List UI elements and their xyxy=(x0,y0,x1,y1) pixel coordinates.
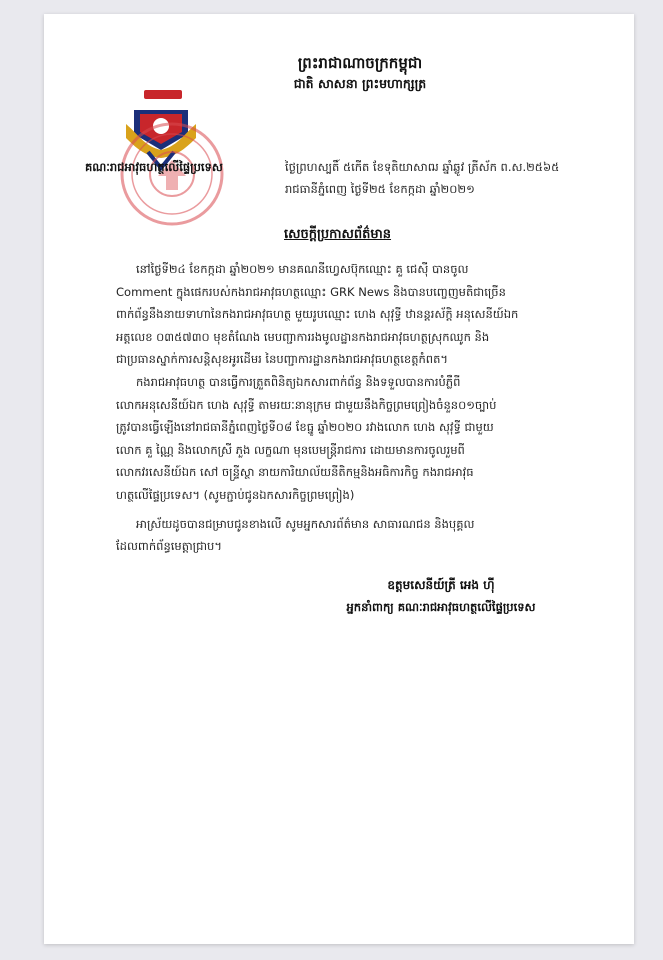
signatory-role: អ្នកនាំពាក្យ គណៈរាជអាវុធហត្ថលើផ្ទៃប្រទេស xyxy=(346,600,536,614)
body-line: Comment ក្នុងផេករបស់កងរាជអាវុធហត្ថឈ្មោះ GRK News និងបានបញ្ចេញមតិជាច្រើន xyxy=(116,284,506,299)
letterhead xyxy=(250,52,470,94)
body-line: ត្រូវបានធ្វើឡើងនៅរាជធានីភ្នំពេញថ្ងៃទី០៨ ខែធ្នូ ឆ្នាំ២០២០ រវាងលោក ហេង សុវុទ្ធី ជាមួយ xyxy=(116,420,494,435)
signatory-name: ឧត្តមសេនីយ៍ត្រី អេង ហ៊ី xyxy=(387,578,495,592)
body-line: លោកវរសេនីយ៍ឯក សៅ ចន្ទ្រីស្ថា នាយការិយាល័យនីតិកម្មនិងអធិការកិច្ច កងរាជអាវុធ xyxy=(116,465,474,480)
document-title: សេចក្តីប្រកាសព័ត៌មាន xyxy=(284,227,392,242)
solar-date-line: រាជធានីភ្នំពេញ ថ្ងៃទី២៥ ខែកក្កដា ឆ្នាំ២០២១ xyxy=(285,182,475,196)
body-line: អត្តលេខ ០៣៥៧៣០ មុខតំណែង មេបញ្ជាការរងមូលដ្ឋានកងរាជអាវុធហត្ថស្រុកឈូក និង xyxy=(116,329,490,344)
kingdom-title: ព្រះរាជាណាចក្រកម្ពុជា xyxy=(297,54,423,72)
body-line: នៅថ្ងៃទី២៤ ខែកក្កដា ឆ្នាំ២០២១ មានគណនីហ្វេសប៊ុកឈ្មោះ គួ ជេស៊ី បានចូល xyxy=(136,262,469,276)
issuing-authority: គណៈរាជអាវុធហត្ថលើផ្ទៃប្រទេស xyxy=(85,160,223,174)
body-line: ហត្ថលើផ្ទៃប្រទេស។ (សូមភ្ជាប់ជូនឯកសារកិច្ចព្រមព្រៀង) xyxy=(116,487,355,502)
lunar-date-line: ថ្ងៃព្រហស្បតិ៍ ៥កើត ខែទុតិយាសាឍ ឆ្នាំឆ្លូវ ត្រីស័ក ព.ស.២៥៦៥ xyxy=(285,160,560,174)
body-line: លោកអនុសេនីយ៍ឯក ហេង សុវុទ្ធី តាមរយៈនានុក្រម ជាមួយនឹងកិច្ចព្រមព្រៀងចំនួន០១ច្បាប់ xyxy=(116,397,497,412)
body-line: លោក គួ ណ្ណៃ និងលោកស្រី ភួង លក្ខណា មុនបេមន្ត្រីរាជការ ដោយមានការចូលរួមពី xyxy=(116,442,465,457)
body-line: ជាប្រធានស្នាក់ការសន្តិសុខអូរដើមរ នៃបញ្ជាការដ្ឋានកងរាជអាវុធហត្ថខេត្តកំពត។ xyxy=(116,352,448,367)
document-body xyxy=(116,258,602,558)
body-line: ដែលពាក់ព័ន្ធមេត្តាជ្រាប។ xyxy=(116,539,222,554)
document-date xyxy=(285,156,645,200)
signature-block xyxy=(296,574,586,618)
national-motto: ជាតិ សាសនា ព្រះមហាក្សត្រ xyxy=(293,76,427,91)
body-line: កងរាជអាវុធហត្ថ បានធ្វើការត្រួតពិនិត្យឯកសារពាក់ព័ន្ធ និងទទួលបានការបំភ្លឺពី xyxy=(136,374,461,389)
body-line: អាស្រ័យដូចបានជម្រាបជូនខាងលើ សូមអ្នកសារព័ត៌មាន សាធារណជន និងបុគ្គល xyxy=(136,516,475,531)
body-line: ពាក់ព័ន្ធនឹងនាយទាហានៃកងរាជអាវុធហត្ថ មួយរូបឈ្មោះ ហេង សុវុទ្ធី ឋានន្តរស័ក្តិ អនុសេនីយ៍ឯក xyxy=(116,307,519,322)
